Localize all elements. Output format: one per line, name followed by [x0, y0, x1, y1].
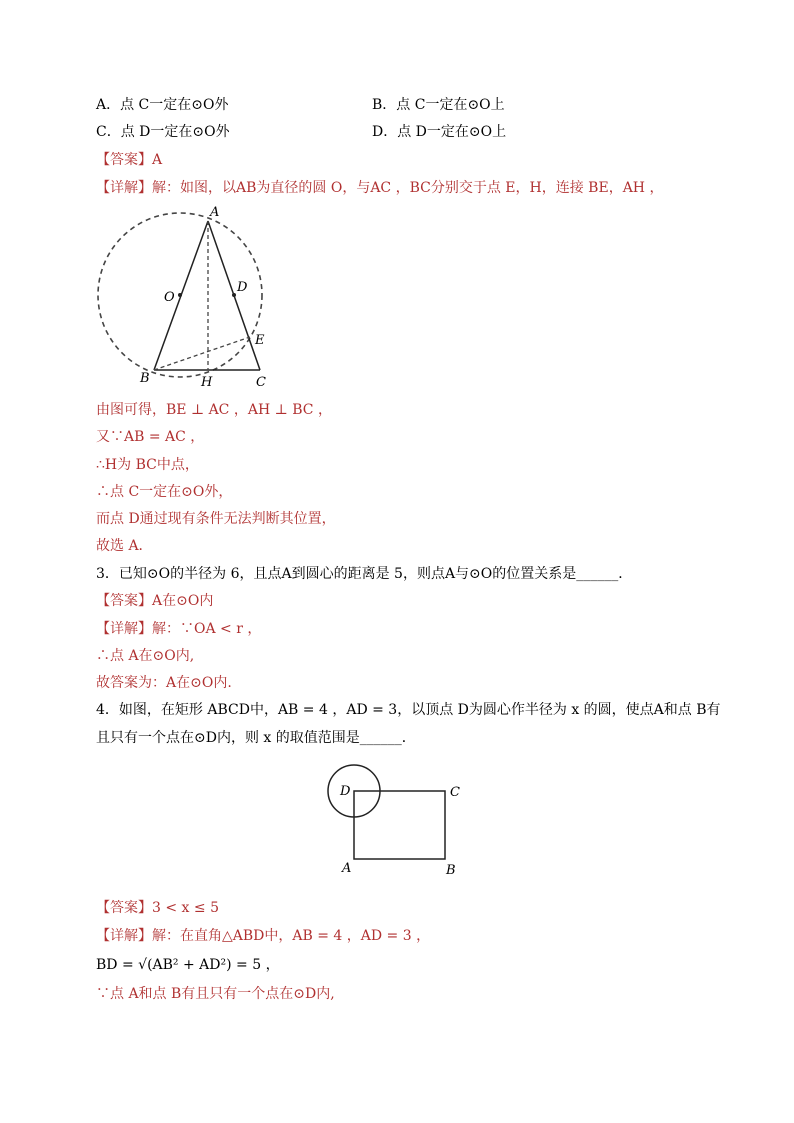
q2-step-1: 由图可得，BE ⊥ AC ，AH ⊥ BC ， — [96, 402, 332, 418]
q3-answer — [96, 592, 213, 610]
answer-tag: 【答案】 — [96, 593, 152, 609]
option-c: C．点 D一定在⊙O外 — [96, 124, 230, 140]
option-b: B．点 C一定在⊙O上 — [372, 97, 505, 113]
fig-label-d: D — [237, 280, 248, 295]
fig-label-c: C — [256, 375, 266, 390]
detail-tag: 【详解】 — [96, 621, 152, 637]
fig-label-o: O — [164, 290, 175, 305]
detail-text: 解：∵OA < r ， — [152, 621, 262, 637]
q4-question-line-2: 且只有一个点在⊙D内，则 x 的取值范围是______． — [96, 730, 416, 746]
q2-step-5: 而点 D通过现有条件无法判断其位置， — [96, 511, 336, 527]
fig-label-c: C — [450, 785, 460, 800]
q2-step-4: ∴点 C一定在⊙O外， — [96, 484, 233, 500]
q4-answer — [96, 899, 219, 917]
answer-text: 3 < x ≤ 5 — [152, 900, 219, 916]
answer-text: A — [152, 152, 163, 168]
fig-label-a: A — [342, 861, 352, 876]
q4-formula: BD = √(AB² + AD²) = 5 ， — [96, 957, 280, 973]
q2-detail — [96, 179, 663, 197]
option-d: D．点 D一定在⊙O上 — [372, 124, 507, 140]
fig-label-h: H — [201, 375, 213, 390]
fig-label-d: D — [340, 784, 351, 799]
q2-step-2: 又∵AB = AC ， — [96, 429, 205, 445]
detail-tag: 【详解】 — [96, 180, 152, 196]
answer-text: A在⊙O内 — [152, 593, 214, 609]
detail-tag: 【详解】 — [96, 928, 152, 944]
q2-answer — [96, 151, 162, 169]
answer-tag: 【答案】 — [96, 900, 152, 916]
fig-label-e: E — [255, 333, 265, 348]
q4-figure — [320, 758, 470, 882]
fig-label-b: B — [446, 863, 456, 878]
q2-step-6: 故选 A． — [96, 538, 153, 554]
answer-tag: 【答案】 — [96, 152, 152, 168]
detail-text: 解：在直角△ABD中，AB = 4 ，AD = 3 ， — [152, 928, 431, 944]
q3-question: 3．已知⊙O的半径为 6，且点A到圆心的距离是 5，则点A与⊙O的位置关系是______． — [96, 566, 633, 582]
q2-figure — [90, 200, 280, 392]
detail-text: 解：如图，以AB为直径的圆 O，与AC ，BC分别交于点 E，H，连接 BE，AH ， — [152, 180, 664, 196]
fig-label-b: B — [140, 371, 150, 386]
option-a: A．点 C一定在⊙O外 — [96, 97, 229, 113]
q2-step-3: ∴H为 BC中点， — [96, 457, 199, 473]
q3-detail — [96, 620, 261, 638]
q4-detail — [96, 927, 430, 945]
q4-question-line-1: 4．如图，在矩形 ABCD中，AB = 4 ，AD = 3，以顶点 D为圆心作半径为 x 的圆，使点A和点 B有 — [96, 702, 721, 718]
q3-step-1: ∴点 A在⊙O内, — [96, 648, 195, 664]
q4-step: ∵点 A和点 B有且只有一个点在⊙D内, — [96, 986, 335, 1002]
fig-label-a: A — [210, 205, 220, 220]
q3-step-2: 故答案为：A在⊙O内. — [96, 675, 232, 691]
